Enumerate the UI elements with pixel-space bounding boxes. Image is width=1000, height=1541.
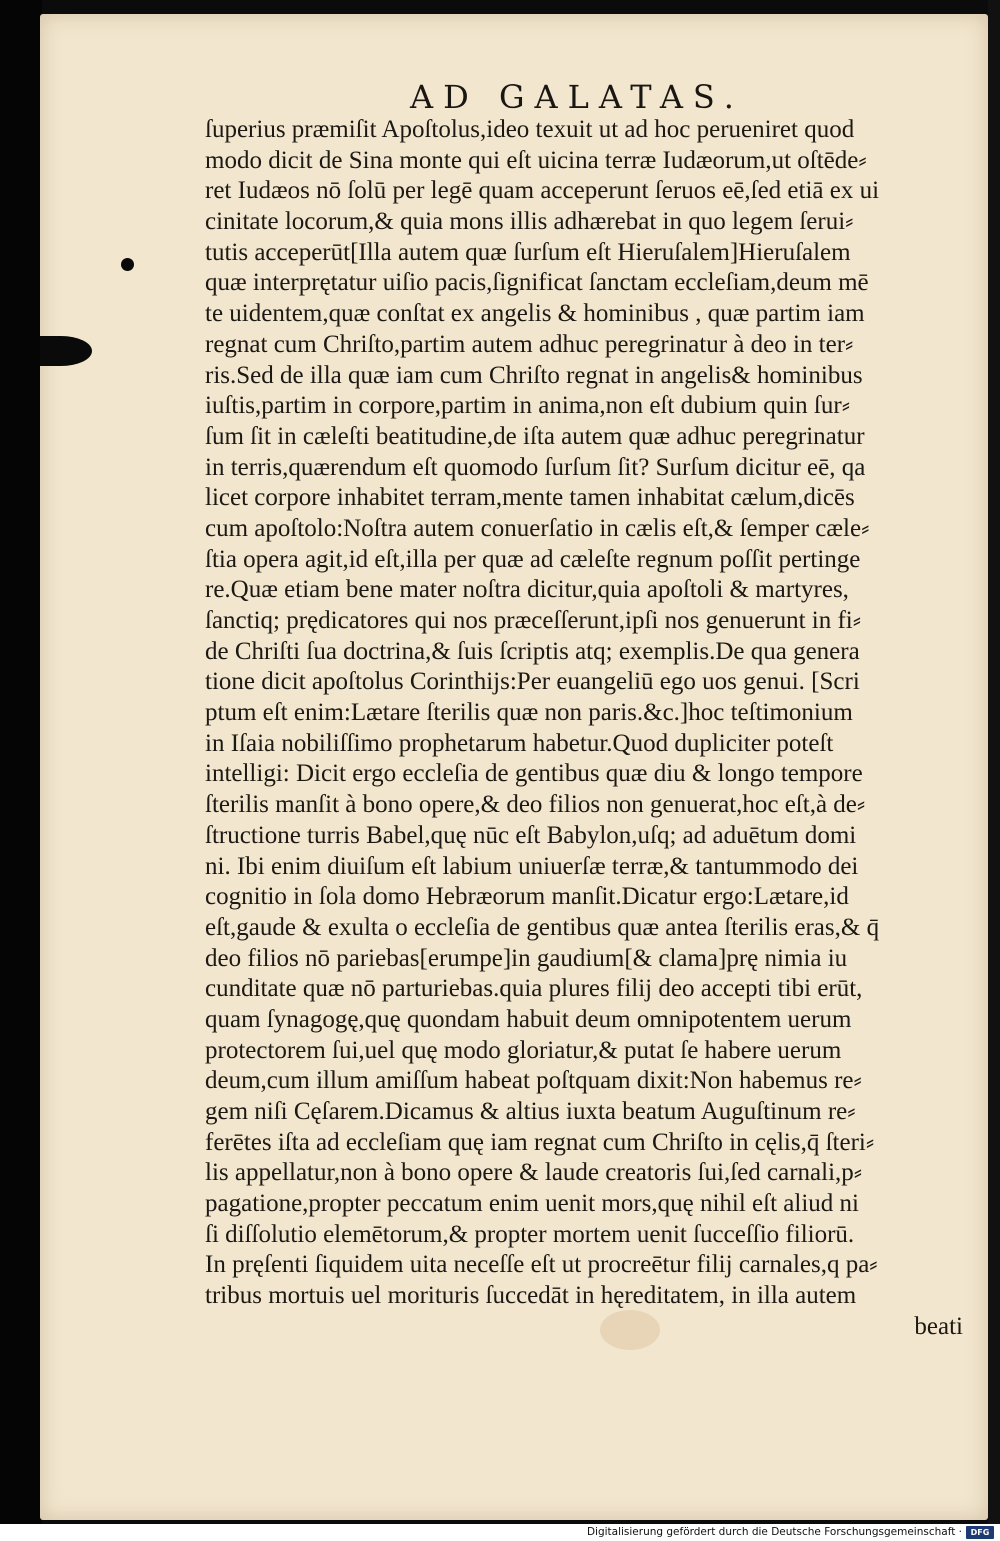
text-line: tutis acceperūt[Illa autem quæ ſurſum eſt Hieruſalem]Hieruſalem [205,238,851,266]
scan-right-border [988,0,1000,1541]
scan-left-border [0,0,42,1541]
text-line: In pręſenti ſiquidem uita neceſſe eſt ut procreētur filij carnales,q pa⸗ [205,1251,878,1279]
text-line: gem niſi Cęſarem.Dicamus & altius iuxta beatum Auguſtinum re⸗ [205,1098,856,1125]
text-line: te uidentem,quæ conſtat ex angelis & hominibus , quæ partim iam [205,300,865,328]
text-line: protectorem ſui,uel quę modo gloriatur,& putat ſe habere uerum [205,1036,842,1064]
text-line: ſum ſit in cæleſti beatitudine,de iſta autem quæ adhuc peregrinatur [205,422,865,450]
text-line: ferētes iſta ad eccleſiam quę iam regnat cum Chriſto in cęlis,q̄ ſteri⸗ [205,1128,875,1156]
text-line: de Chriſti ſua doctrina,& ſuis ſcriptis atq; exemplis.De qua genera [205,637,860,665]
footer-credit: Digitalisierung gefördert durch die Deutsche Forschungsgemeinschaft · [586,1526,962,1538]
text-line: modo dicit de Sina monte qui eſt uicina terræ Iudæorum,ut oſtēde⸗ [205,146,867,174]
text-line: tione dicit apoſtolus Corinthijs:Per euangeliū ego uos genui. [Scri [205,668,860,696]
text-line: cinitate locorum,& quia mons illis adhærebat in quo legem ſerui⸗ [205,208,854,236]
text-line: lis appellatur,non à bono opere & laude creatoris ſui,ſed carnali,p⸗ [205,1159,863,1187]
running-head: AD GALATAS. [410,78,744,116]
text-line: iuſtis,partim in corpore,partim in anima,non eſt dubium quin ſur⸗ [205,392,851,420]
ink-dot-mark [121,258,134,271]
text-line: eſt,gaude & exulta o eccleſia de gentibus quæ antea ſterilis eras,& q̄ [205,913,880,941]
text-line: cognitio in ſola domo Hebræorum manſit.Dicatur ergo:Lætare,id [205,883,849,911]
text-line: intelligi: Dicit ergo eccleſia de gentibus quæ diu & longo tempore [205,760,863,788]
text-line: ptum eſt enim:Lætare ſterilis quæ non paris.&c.]hoc teſtimonium [205,699,853,727]
text-line: quam ſynagogę,quę quondam habuit deum omnipotentem uerum [205,1005,852,1033]
text-line: ret Iudæos nō ſolū per legē quam acceperunt ſeruos eē,ſed etiā ex ui [205,177,880,205]
text-line: ſtructione turris Babel,quę nūc eſt Babylon,uſq; ad aduētum domi [205,821,857,849]
text-line: regnat cum Chriſto,partim autem adhuc peregrinatur à deo in ter⸗ [205,330,854,358]
text-line: pagatione,propter peccatum enim uenit mors,quę nihil eſt aliud ni [205,1190,859,1218]
text-line: re.Quæ etiam bene mater noſtra dicitur,quia apoſtoli & martyres, [205,576,849,604]
text-line: in terris,quærendum eſt quomodo ſurſum ſit? Surſum dicitur eē, qa [205,453,866,481]
text-line: deum,cum illum amiſſum habeat poſtquam dixit:Non habemus re⸗ [205,1067,862,1095]
text-line: deo filios nō pariebas[erumpe]in gaudium[& clama]prę nimia iu [205,944,848,972]
text-line: cunditate quæ nō parturiebas.quia plures filij deo accepti tibi erūt, [205,975,863,1003]
text-line: ſterilis manſit à bono opere,& deo filios non genuerat,hoc eſt,à de⸗ [205,791,866,819]
dfg-logo: DFG [966,1526,994,1539]
text-line: ſi diſſolutio elemētorum,& propter mortem uenit ſucceſſio filiorū. [205,1220,855,1248]
catchword: beati [914,1312,963,1340]
text-line: ſuperius præmiſit Apoſtolus,ideo texuit ut ad hoc perueniret quod [205,116,855,143]
text-line: ſtia opera agit,id eſt,illa per quæ ad cæleſte regnum poſſit pertinge [205,545,861,573]
text-line: quæ interprętatur uiſio pacis,ſignificat ſanctam eccleſiam,deum mē [205,269,869,297]
text-line: ris.Sed de illa quæ iam cum Chriſto regnat in angelis& hominibus [205,361,863,389]
text-line: in Iſaia nobiliſſimo prophetarum habetur.Quod dupliciter poteſt [205,729,834,757]
text-line: licet corpore inhabitet terram,mente tamen inhabitat cælum,dicēs [205,484,855,512]
text-line: ſanctiq; prędicatores qui nos præceſſerunt,ipſi nos genuerunt in fi⸗ [205,607,862,634]
text-line: tribus mortuis uel morituris ſuccedāt in hęreditatem, in illa autem [205,1282,857,1310]
body-text [205,115,975,1343]
text-line: ni. Ibi enim diuiſum eſt labium uniuerſæ terræ,& tantummodo dei [205,852,859,880]
text-line: cum apoſtolo:Noſtra autem conuerſatio in cælis eſt,& ſemper cæle⸗ [205,514,870,542]
